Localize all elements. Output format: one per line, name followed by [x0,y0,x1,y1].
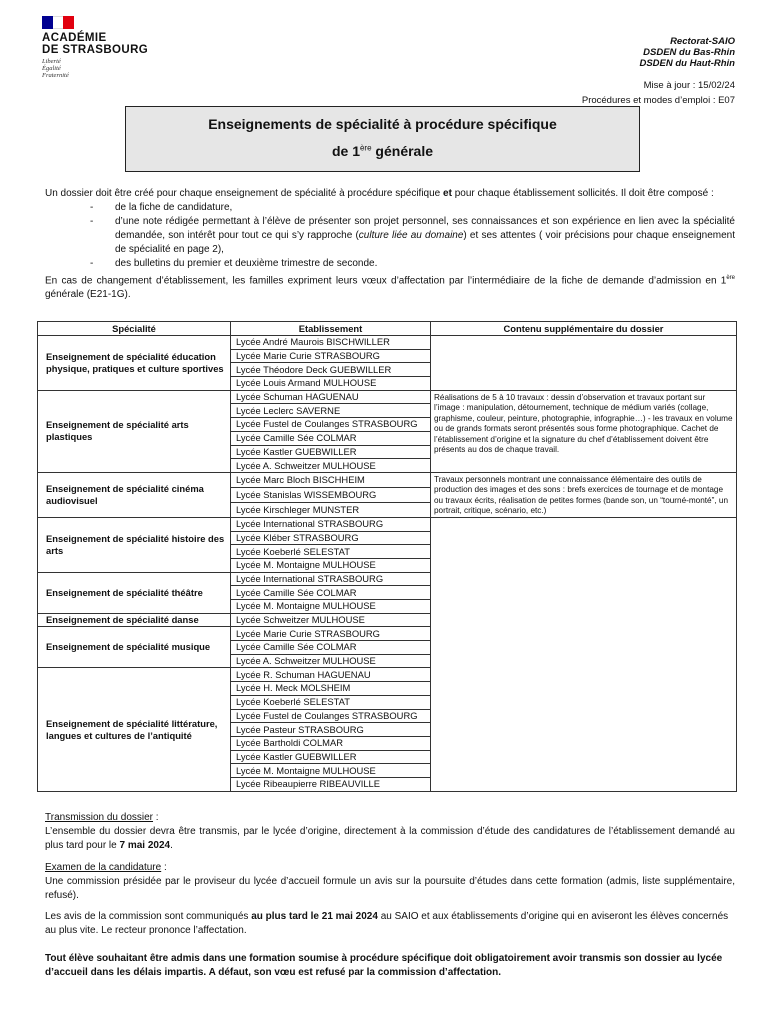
change-superscript: ère [726,275,735,281]
table-row [38,390,737,404]
document-title [125,106,640,172]
bullet-text: des bulletins du premier et deuxième trimestre de seconde. [115,258,378,269]
lycee-name: Lycée Fustel de Coulanges STRASBOURG [231,709,431,723]
issuing-offices [639,36,735,69]
transmission-colon: : [153,812,159,823]
document-meta [582,78,735,108]
specialty-name: Enseignement de spécialité théâtre [38,572,231,613]
lycee-name: Lycée M. Montaigne MULHOUSE [231,600,431,614]
motto-liberte: Liberté [42,58,61,65]
avis-text-a: Les avis de la commission sont communiqués [45,911,252,922]
intro-text-a: Un dossier doit être créé pour chaque enseignement de spécialité à procédure spécifique [45,188,444,199]
office-haut-rhin: DSDEN du Haut-Rhin [639,58,735,69]
table-body [38,336,737,792]
bullet-text: d’une note rédigée permettant à l’élève de présenter son projet personnel, ses connaissances et son expérience en lien avec la spécialité demandée, son intérêt pour tout ce qui s’y rapproche ( [115,216,735,241]
lycee-name: Lycée Camille Sée COLMAR [231,641,431,655]
dossier-content-empty [431,517,737,791]
lycee-name: Lycée Pasteur STRASBOURG [231,723,431,737]
examen-heading-line [45,861,735,875]
lycee-name: Lycée Schuman HAGUENAU [231,390,431,404]
specialty-name: Enseignement de spécialité éducation physique, pratiques et culture sportives [38,336,231,391]
title-line2 [126,143,639,159]
lycee-name: Lycée Ribeaupierre RIBEAUVILLE [231,777,431,791]
lycee-name: Lycée Camille Sée COLMAR [231,431,431,445]
intro-text-c: pour chaque établissement sollicités. Il doit être composé : [451,188,714,199]
lycee-name: Lycée Théodore Deck GUEBWILLER [231,363,431,377]
bullet-dash: - [90,202,94,213]
office-bas-rhin: DSDEN du Bas-Rhin [643,47,735,58]
lycee-name: Lycée M. Montaigne MULHOUSE [231,764,431,778]
update-date: Mise à jour : 15/02/24 [643,80,735,91]
lycee-name: Lycée M. Montaigne MULHOUSE [231,558,431,572]
marianne-logo-icon [42,16,74,29]
lycee-name: Lycée Koeberlé SELESTAT [231,545,431,559]
lycee-name: Lycée H. Meck MOLSHEIM [231,682,431,696]
lycee-name: Lycée Leclerc SAVERNE [231,404,431,418]
specialty-table [37,321,737,792]
motto-fraternite: Fraternité [42,72,69,79]
specialty-name: Enseignement de spécialité littérature, langues et cultures de l’antiquité [38,668,231,791]
lycee-name: Lycée Kléber STRASBOURG [231,531,431,545]
table-row [38,336,737,350]
lycee-name: Lycée Kastler GUEBWILLER [231,750,431,764]
title-line2-start: de 1 [331,143,360,159]
intro-section [45,187,735,302]
transmission-date: 7 mai 2024 [119,840,171,851]
transmission-text [45,825,735,853]
lycee-name: Lycée Marc Bloch BISCHHEIM [231,472,431,487]
intro-change-paragraph [45,271,735,302]
academy-name-line1: ACADÉMIE [42,32,107,44]
lycee-name: Lycée International STRASBOURG [231,517,431,531]
avis-paragraph [45,910,735,938]
lycee-name: Lycée Kastler GUEBWILLER [231,445,431,459]
examen-colon: : [161,862,167,873]
lycee-name: Lycée Koeberlé SELESTAT [231,695,431,709]
intro-text-bold: et [443,188,452,199]
avis-text-b: au SAIO et aux établissements d’origine qui en aviseront les élèves concernés au plus vite. Le recteur prononce l’affectation. [45,911,729,936]
lycee-name: Lycée Louis Armand MULHOUSE [231,377,431,391]
intro-paragraph [45,187,735,201]
bullet-text: de la fiche de candidature, [115,202,233,213]
specialty-name: Enseignement de spécialité danse [38,613,231,627]
bullet-italic-text: culture liée au domaine [358,230,464,241]
dossier-content-empty [431,336,737,391]
title-line1: Enseignements de spécialité à procédure spécifique [208,116,557,132]
lycee-name: Lycée Fustel de Coulanges STRASBOURG [231,418,431,432]
specialty-name: Enseignement de spécialité histoire des arts [38,517,231,572]
avis-date: au plus tard le 21 mai 2024 [251,911,378,922]
academy-name-line2: DE STRASBOURG [42,44,149,56]
republic-motto [42,58,69,79]
motto-egalite: Égalité [42,65,61,72]
list-item [45,201,735,215]
table-row [38,517,737,531]
office-rectorat: Rectorat-SAIO [670,36,735,47]
lycee-name: Lycée A. Schweitzer MULHOUSE [231,459,431,473]
bullet-dash: - [90,258,94,269]
lycee-name: Lycée Camille Sée COLMAR [231,586,431,600]
examen-section [45,861,735,903]
dossier-content: Travaux personnels montrant une connaissance élémentaire des outils de production des images et des sons : brefs exercices de tournage et de montage ou travaux écrits, réalisation de petites formes (bande son, un “tourné-monté”, un portrait, critique, scénario, etc.) [431,472,737,517]
change-text-b: générale (E21-1G). [45,289,131,301]
lycee-name: Lycée R. Schuman HAGUENAU [231,668,431,682]
bullet-text-end: ) et ses attentes ( voir précisions pour chaque enseignement de spécialité en page 2), [115,230,735,255]
lycee-name: Lycée International STRASBOURG [231,572,431,586]
transmission-text-a: L’ensemble du dossier devra être transmis, par le lycée d’origine, directement à la commission d’étude des candidatures de l’établissement demandé au plus tard pour le [45,826,735,851]
dossier-content: Réalisations de 5 à 10 travaux : dessin d’observation et travaux portant sur l’image : manipulation, détournement, technique de médium variés (collage, graphisme, couleur, peinture, photographie, infographie…) - les travaux en volume ou de grands formats seront présentés sous forme photographique. Cachet de l’établissement d’origine et la signature du chef d’établissement doivent être présents au dos de chaque travail. [431,390,737,472]
header-etablissement: Etablissement [231,322,431,336]
specialty-name: Enseignement de spécialité arts plastiques [38,390,231,472]
change-text-a: En cas de changement d’établissement, les familles expriment leurs vœux d’affectation par l’intermédiaire de la fiche de demande d’admission en 1 [45,275,727,287]
lycee-name: Lycée Marie Curie STRASBOURG [231,627,431,641]
examen-text: Une commission présidée par le proviseur du lycée d’accueil formule un avis sur la poursuite d’études dans cette formation (admis, liste supplémentaire, refusé). [45,876,735,901]
transmission-heading: Transmission du dossier [45,812,154,823]
lycee-name: Lycée André Maurois BISCHWILLER [231,336,431,350]
lycee-name: Lycée Marie Curie STRASBOURG [231,349,431,363]
lycee-name: Lycée A. Schweitzer MULHOUSE [231,654,431,668]
academy-name [42,32,148,56]
list-item [45,215,735,257]
lycee-name: Lycée Bartholdi COLMAR [231,736,431,750]
lycee-name: Lycée Schweitzer MULHOUSE [231,613,431,627]
lycee-name: Lycée Kirschleger MUNSTER [231,502,431,517]
table-row [38,472,737,487]
examen-heading: Examen de la candidature [45,862,162,873]
title-line2-end: générale [371,143,434,159]
lycee-name: Lycée Stanislas WISSEMBOURG [231,487,431,502]
specialty-name: Enseignement de spécialité musique [38,627,231,668]
specialty-name: Enseignement de spécialité cinéma audiovisuel [38,472,231,517]
header-contenu: Contenu supplémentaire du dossier [431,322,737,336]
list-item [45,257,735,271]
bullet-dash: - [90,216,94,227]
procedure-reference: Procédures et modes d’emploi : E07 [581,95,735,106]
transmission-text-b: . [170,840,173,851]
header-specialite: Spécialité [38,322,231,336]
title-superscript: ère [359,143,372,153]
transmission-heading-line [45,811,735,825]
transmission-section [45,811,735,853]
final-warning: Tout élève souhaitant être admis dans une formation soumise à procédure spécifique doit obligatoirement avoir transmis son dossier au lycée d’accueil dans les délais impartis. A défaut, son vœu est refusé par la commission d’affectation. [45,953,723,978]
